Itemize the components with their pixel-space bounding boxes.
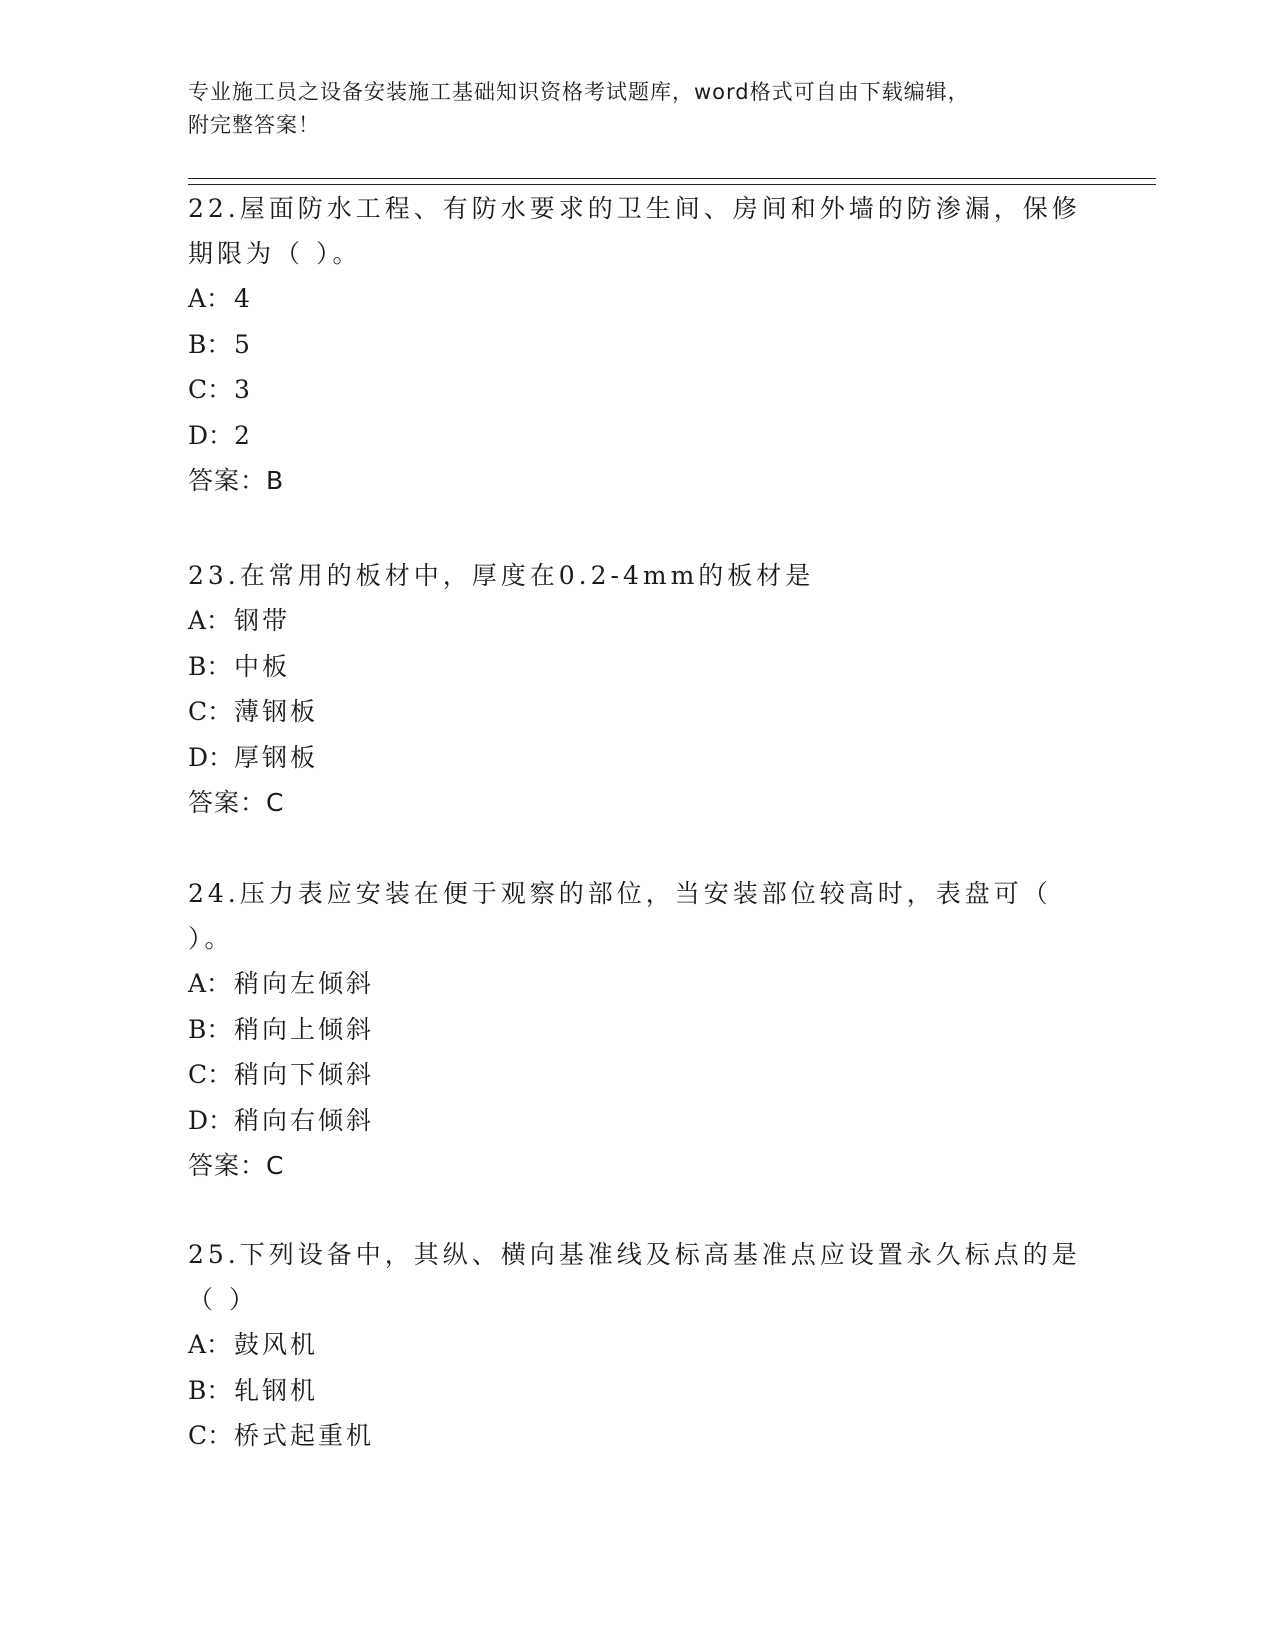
option-key: C：: [188, 1060, 233, 1089]
option-text: 中板: [234, 651, 291, 681]
question-stem: 23.在常用的板材中，厚度在0.2-4mm的板材是: [188, 561, 815, 590]
option-text: 轧钢机: [234, 1375, 319, 1405]
question-24: [188, 871, 1088, 1188]
header-line-2: 附完整答案！: [188, 113, 320, 137]
header-line-1: 专业施工员之设备安装施工基础知识资格考试题库，word格式可自由下载编辑，: [188, 80, 970, 104]
option-key: D：: [188, 420, 234, 450]
option-text: 稍向下倾斜: [234, 1060, 375, 1089]
answer-line: 答案：B: [188, 466, 285, 495]
question-stem: 24.压力表应安装在便于观察的部位，当安装部位较高时，表盘可（ ）。: [188, 879, 1052, 953]
option-key: A：: [188, 1330, 232, 1359]
option-c: [188, 1052, 1088, 1098]
answer-line: 答案：C: [188, 1151, 285, 1180]
option-b: [188, 644, 1088, 690]
option-d: [188, 735, 1088, 781]
option-text: 5: [234, 329, 253, 359]
option-key: B：: [188, 329, 232, 359]
option-d: [188, 1098, 1088, 1144]
question-25: [188, 1232, 1088, 1459]
option-text: 薄钢板: [234, 697, 319, 726]
option-key: A：: [188, 606, 232, 635]
option-key: B：: [188, 1375, 232, 1405]
option-text: 钢带: [234, 606, 291, 635]
option-a: [188, 1322, 1088, 1368]
option-c: [188, 367, 1088, 413]
option-text: 2: [234, 420, 253, 450]
question-stem: 25.下列设备中，其纵、横向基准线及标高基准点应设置永久标点的是（ ）: [188, 1240, 1081, 1314]
option-key: D：: [188, 1105, 234, 1135]
option-key: D：: [188, 742, 234, 772]
option-text: 稍向左倾斜: [234, 969, 375, 998]
option-text: 4: [234, 284, 253, 313]
header-divider-top: [188, 178, 1156, 179]
option-b: [188, 1368, 1088, 1414]
option-c: [188, 1413, 1088, 1459]
option-key: B：: [188, 651, 232, 681]
option-key: C：: [188, 375, 233, 404]
option-b: [188, 1007, 1088, 1053]
option-text: 3: [234, 375, 253, 404]
option-key: C：: [188, 1421, 233, 1450]
answer-line: 答案：C: [188, 788, 285, 817]
option-a: [188, 276, 1088, 322]
option-key: A：: [188, 284, 232, 313]
option-a: [188, 598, 1088, 644]
option-text: 稍向右倾斜: [234, 1105, 375, 1135]
document-header: [188, 76, 1088, 142]
option-key: A：: [188, 969, 232, 998]
option-b: [188, 322, 1088, 368]
question-stem: 22.屋面防水工程、有防水要求的卫生间、房间和外墙的防渗漏，保修期限为（ ）。: [188, 194, 1081, 268]
question-23: [188, 553, 1088, 825]
question-22: [188, 186, 1088, 503]
option-text: 桥式起重机: [234, 1421, 375, 1450]
option-key: B：: [188, 1014, 232, 1044]
option-d: [188, 413, 1088, 459]
option-c: [188, 689, 1088, 735]
option-text: 厚钢板: [234, 742, 319, 772]
option-a: [188, 961, 1088, 1007]
header-divider-bottom: [188, 184, 1156, 185]
option-text: 稍向上倾斜: [234, 1014, 375, 1044]
option-key: C：: [188, 697, 233, 726]
option-text: 鼓风机: [234, 1330, 319, 1359]
